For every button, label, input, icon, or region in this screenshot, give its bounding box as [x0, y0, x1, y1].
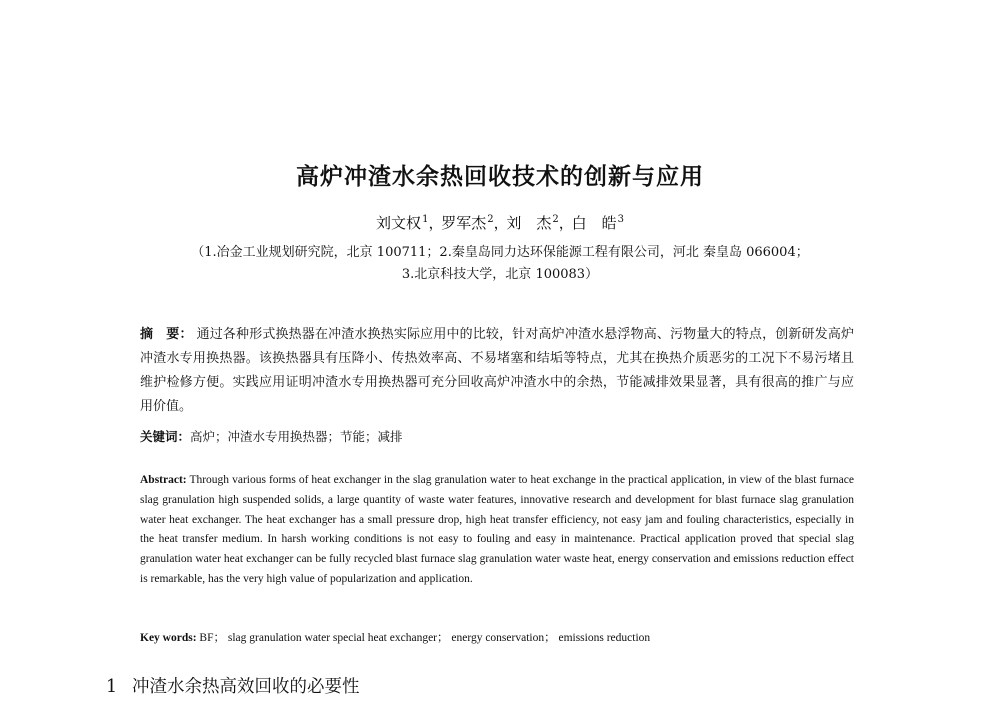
- keywords-label: 关键词：: [140, 429, 191, 444]
- affiliation-line-2: 3.北京科技大学，北京 100083）: [401, 267, 599, 282]
- abstract-text: 通过各种形式换热器在冲渣水换热实际应用中的比较，针对高炉冲渣水悬浮物高、污物量大的特点，创新研发高炉冲渣水专用换热器。该换热器具有压降小、传热效率高、不易堵塞和结垢等特点，尤其在换热介质恶劣的工况下不易污堵且维护检修方便。实践应用证明冲渣水专用换热器可充分回收高炉冲渣水中的余热，节能减排效果显著，具有很高的推广与应用价值。: [140, 327, 854, 414]
- section-number: 1: [106, 677, 118, 697]
- chinese-keywords: [140, 427, 854, 447]
- author-list: 刘文权$^1$， 罗军杰$^2$， 刘 杰$^2$， 白 皓$^3$: [376, 214, 624, 232]
- author-name: 罗军杰$^2$: [441, 214, 494, 232]
- english-keywords: [140, 629, 854, 647]
- section-title: 冲渣水余热高效回收的必要性: [132, 677, 360, 697]
- section-heading: [106, 673, 360, 698]
- affiliation-line-1: （1.冶金工业规划研究院，北京 100711；2.秦皇岛同力达环保能源工程有限公司，河北 秦皇岛 066004；: [191, 245, 809, 260]
- abstract-label: Abstract:: [140, 474, 187, 486]
- author-name: 刘 杰$^2$: [506, 214, 559, 232]
- author-name: 刘文权$^1$: [376, 214, 429, 232]
- author-name: 白 皓$^3$: [571, 214, 624, 232]
- keywords-label: Key words:: [140, 632, 197, 644]
- english-abstract: [140, 471, 854, 590]
- keywords-text: 高炉；冲渣水专用换热器；节能；减排: [190, 429, 403, 444]
- paper-title: 高炉冲渣水余热回收技术的创新与应用: [296, 164, 704, 190]
- abstract-label: 摘 要：: [140, 327, 193, 342]
- keywords-text: BF； slag granulation water special heat exchanger； energy conservation； emissions reduction: [199, 632, 651, 644]
- chinese-abstract: [140, 323, 854, 419]
- abstract-text: Through various forms of heat exchanger in the slag granulation water to heat exchange in the practical application, in view of the blast furnace slag granulation high suspended solids, a large quantity of waste water features, innovative research and development for blast furnace slag granulation water heat exchanger. The heat exchanger has a small pressure drop, high heat transfer efficiency, not easy jam and fouling characteristics, especially in the heat transfer medium. In harsh working conditions is not easy to fouling and easy in maintenance. Practical application proved that special slag granulation water heat exchanger can be fully recycled blast furnace slag granulation water waste heat, energy conservation and emissions reduction effect is remarkable, has the very high value of popularization and application.: [140, 474, 854, 585]
